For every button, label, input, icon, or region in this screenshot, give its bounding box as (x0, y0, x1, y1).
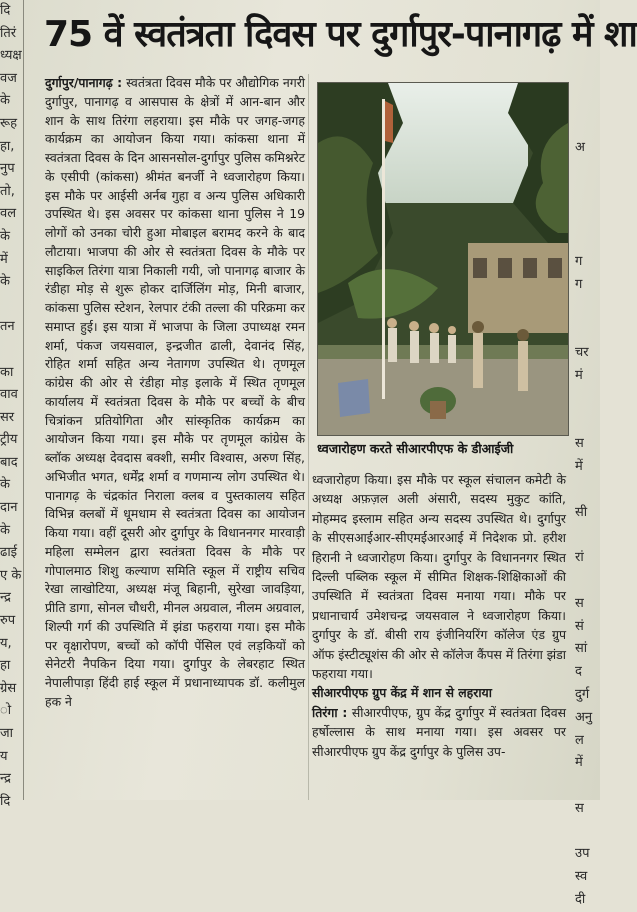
clipped-text-line: में (575, 458, 583, 474)
clipped-text-line: न्द्र (0, 771, 11, 787)
news-photo (317, 82, 569, 436)
clipped-text-line (575, 114, 600, 137)
clipped-text-line (575, 524, 600, 547)
clipped-text-line: हा, (0, 138, 15, 154)
clipped-text-line: नुप (0, 161, 15, 177)
clipped-text-line: के (0, 228, 10, 244)
clipped-text-line: ग (575, 276, 583, 292)
clipped-text-line (575, 0, 600, 23)
subheading: सीआरपीएफ ग्रुप केंद्र में शान से लहराया (312, 685, 492, 701)
clipped-text-line: दुर्ग (575, 686, 590, 702)
clipped-text-line: द (575, 664, 582, 680)
clipped-text-line: चर (575, 344, 589, 360)
clipped-text-line (575, 182, 600, 205)
clipped-text-line: तिरं (0, 25, 17, 41)
adjacent-column-right (575, 0, 600, 908)
clipped-text-line (575, 296, 600, 319)
article-body-text: स्वतंत्रता दिवस मौके पर औद्योगिक नगरी दुर्गापुर, पानागढ़ व आसपास के क्षेत्रों में आन-बान और शान के साथ तिरंगा लहराया। इस मौके पर जगह-जगह कार्यक्रम का आयोजन किया गया। कांकसा थाना में स्वतंत्रता दिवस के दिन आसनसोल-दुर्गापुर पुलिस कमिश्नरेट के एसीपी (कांकसा) श्रीमंत बनर्जी ने ध्वजारोहण किया। इस मौके पर आईसी अर्नब गुहा व अन्य पुलिस अधिकारी उपस्थित थे। इस अवसर पर कांकसा थाना पुलिस ने 19 लोगों को उनका चोरी हुआ मोबाइल बरामद करने के बाद लौटाया। भाजपा की ओर से स्वतंत्रता दिवस के मौके पर साइकिल तिरंगा यात्रा निकाली गयी, जो पानागढ़ बाजार के रंडीहा मोड़ से शुरू होकर दार्जिलिंग मोड़, मिनी बाजार, कांकसा पुलिस स्टेशन, रेलपार टंकी तल्ला की परिक्रमा कर समाप्त हुई। इस यात्रा में भाजपा के जिला उपाध्यक्ष रमन शर्मा, पंकज जयसवाल, इन्द्रजीत ढाली, देवानंद सिंह, रोहित शर्मा सहित अन्य नेतागण उपस्थित थे। तृणमूल कांग्रेस की ओर से रंडीहा मोड़ इलाके में स्थित तृणमूल कार्यालय में स्वतंत्रता दिवस के मौके पर बच्चों के बीच चित्रांकन प्रतियोगिता और सांस्कृतिक कार्यक्रम का आयोजन किया गया। इस मौके पर तृणमूल कांग्रेस के ब्लॉक अध्यक्ष देवदास बक्शी, समीर विश्वास, अरुण सिंह, अभिजीत भगत, धर्मेंद्र शर्मा व गणमान्य लोग उपस्थित थे। पानागढ़ के चंद्रकांत निराला क्लब व पुस्तकालय सहित विभिन्न क्लबों में धूमधाम से स्वतंत्रता दिवस का आयोजन किया गया। वहीं दूसरी ओर दुर्गापुर के विधाननगर मारवाड़ी महिला सम्मेलन द्वारा स्वतंत्रता दिवस के मौके पर गोपालमाठ शिशु कल्याण समिति स्कूल में राष्ट्रीय सचिव रेखा लाखोटिया, अध्यक्ष मंजू बिहानी, सुरेखा जावड़िया, प्रीति डागा, सोनल चौधरी, मीनल अग्रवाल, नीलम अग्रवाल, शिल्पी गर्ग की उपस्थिति में झंडा फहराया गया। इस मौके पर वृक्षारोपण, बच्चों को कॉपी पेंसिल एवं लड़कियों को सेनेटरी नैपकिन दिया गया। दुर्गापुर के लेबरहाट स्थित नेपालीपाड़ा हिंदी हाई स्कूल में प्रधानाध्यापक डॉ. कलीमुल हक ने (45, 75, 305, 709)
clipped-text-line: ग (575, 253, 583, 269)
photo-caption: ध्वजारोहण करते सीआरपीएफ के डीआईजी (317, 441, 514, 456)
clipped-text-line: जा (0, 726, 14, 741)
subsection-paragraph (312, 683, 566, 761)
clipped-text-line: वाव (0, 387, 18, 403)
clipped-text-line (0, 339, 22, 362)
clipped-text-line: के (0, 93, 10, 109)
column-divider (308, 74, 309, 800)
clipped-text-line: ट्रीय (0, 432, 18, 448)
clipped-text-line: में (575, 755, 583, 771)
clipped-text-line: य, (0, 635, 12, 651)
clipped-text-line: रूह (0, 115, 18, 131)
clipped-text-line: हा (0, 658, 11, 674)
clipped-text-line: ल (575, 732, 584, 748)
clipped-text-line (575, 23, 600, 46)
clipped-text-line (575, 160, 600, 183)
clipped-text-line (575, 410, 600, 433)
clipped-text-line: दी (575, 892, 586, 908)
article-continuation-column (312, 470, 566, 761)
clipped-text-line: सर (0, 409, 15, 425)
clipped-text-line (575, 205, 600, 228)
clipped-text-line (575, 68, 600, 91)
clipped-text-line: स (575, 800, 584, 816)
clipped-text-line: ए के (0, 567, 22, 583)
clipped-text-line: के (0, 477, 10, 493)
flag-hoisting-photo-graphic (318, 83, 568, 435)
clipped-text-line: रुप (0, 613, 16, 629)
clipped-text-line: अ (575, 139, 585, 155)
clipped-text-line: सां (575, 641, 588, 657)
clipped-text-line: स (575, 595, 584, 611)
clipped-text-line: न्द्र (0, 590, 11, 606)
clipped-text-line (575, 319, 600, 342)
clipped-text-line (575, 91, 600, 114)
article-body-text: सीआरपीएफ, ग्रुप केंद्र दुर्गापुर में स्वतंत्रता दिवस हर्षोल्लास के साथ मनाया गया। इस अवसर पर सीआरपीएफ ग्रुप केंद्र दुर्गापुर के पुलिस उप- (312, 704, 566, 759)
clipped-text-line: दि (0, 3, 11, 18)
clipped-text-line: सी (575, 504, 588, 520)
clipped-text-line: बाद (0, 454, 18, 470)
clipped-text-line: मं (575, 367, 583, 383)
column-rule (23, 0, 24, 800)
clipped-text-line: ग्रेस (0, 680, 17, 696)
clipped-text-line: ढाई (0, 545, 18, 561)
clipped-text-line: उप (575, 846, 590, 862)
clipped-text-line (0, 294, 22, 317)
clipped-text-line: दि (0, 793, 11, 809)
clipped-text-line: वल (0, 206, 17, 222)
clipped-text-line: य (0, 748, 8, 764)
adjacent-column-left (0, 0, 22, 809)
clipped-text-line: वज (0, 70, 17, 86)
article-body-text: ध्वजारोहण किया। इस मौके पर स्कूल संचालन कमेटी के अध्यक्ष अफ़ज़ल अली अंसारी, सदस्य मुकुट कांति, मोहम्मद इस्लाम सहित अन्य सदस्य उपस्थित थे। दुर्गापुर के सीएसआईआर-सीएमईआरआई में निदेशक प्रो. हरीश हिरानी ने ध्वजारोहण किया। दुर्गापुर के विधाननगर स्थित दिल्ली पब्लिक स्कूल में सीमित शिक्षक-शिक्षिकाओं की उपस्थिति में स्वतंत्रता दिवस मनाया गया। मौके पर प्रधानाचार्य उमेशचन्द्र जयसवाल ने ध्वजारोहण किया। दुर्गापुर के डॉ. बीसी राय इंजीनियरिंग कॉलेज एंड ग्रुप ऑफ इंस्टीट्यूशंस की ओर से कॉलेज कैंपस में तिरंगा झंडा फहराया गया। (312, 472, 566, 682)
clipped-text-line: के (0, 274, 10, 290)
clipped-text-line: तन (0, 319, 15, 335)
clipped-text-line: स (575, 436, 584, 452)
clipped-text-line: अनु (575, 709, 593, 725)
clipped-text-line (575, 46, 600, 69)
clipped-text-line: रां (575, 550, 584, 566)
clipped-text-line: स्व (575, 869, 588, 885)
clipped-text-line: तो, (0, 183, 15, 199)
clipped-text-line: सं (575, 618, 584, 634)
clipped-text-line (575, 479, 600, 502)
clipped-text-line (575, 821, 600, 844)
clipped-text-line: के (0, 522, 10, 538)
clipped-text-line: का (0, 364, 14, 380)
clipped-text-line: ध्यक्ष (0, 48, 22, 64)
subheading-lead: तिरंगा : (312, 704, 348, 720)
clipped-text-line: ो (0, 703, 12, 719)
clipped-text-line (575, 570, 600, 593)
dateline: दुर्गापुर/पानागढ़ : (45, 75, 123, 90)
clipped-text-line (575, 388, 600, 411)
clipped-text-line (575, 775, 600, 798)
article-lead-paragraph (45, 74, 305, 712)
clipped-text-line: में (0, 251, 8, 267)
headline: 75 वें स्वतंत्रता दिवस पर दुर्गापुर-पानागढ़ में शा (44, 14, 637, 55)
clipped-text-line (575, 228, 600, 251)
article-main-column (45, 74, 305, 712)
clipped-text-line: दान (0, 500, 18, 516)
